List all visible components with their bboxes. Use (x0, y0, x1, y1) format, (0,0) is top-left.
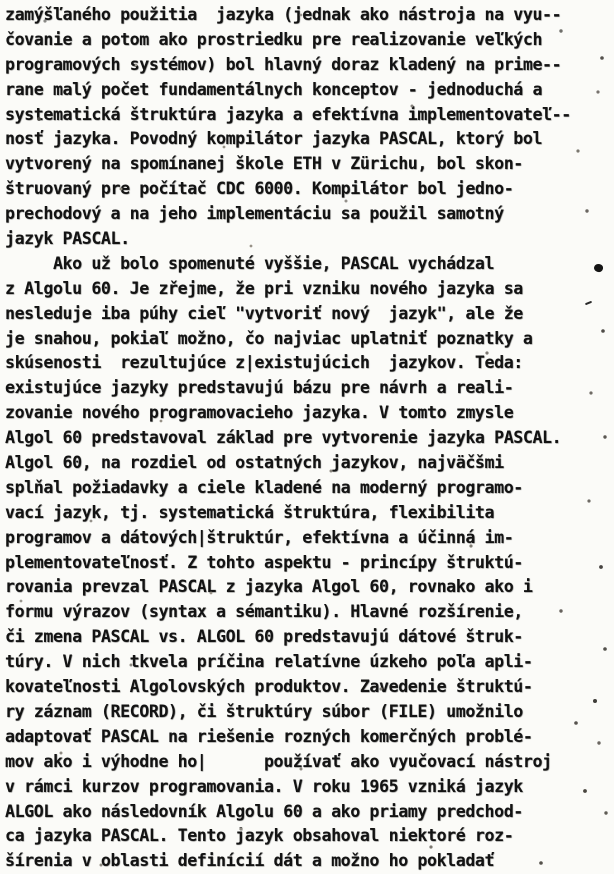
scan-noise (0, 0, 2, 2)
text-line: šírenia v oblasti definícií dát a možno ho pokladať (5, 851, 495, 871)
text-line: rane malý počet fundamentálnych konceptov - jednoduchá a (5, 79, 543, 99)
text-line: vací jazyk, tj. systematická štruktúra, flexibilita (5, 502, 495, 522)
text-line: mov ako i výhodne ho| používať ako vyučovací nástroj (5, 751, 552, 771)
text-line: ALGOL ako následovník Algolu 60 a ako priamy predchod- (5, 801, 523, 821)
text-line: ry záznam (RECORD), či štruktúry súbor (FILE) umožnilo (5, 701, 523, 721)
text-line: vytvorený na spomínanej škole ETH v Zürichu, bol skon- (5, 154, 523, 174)
text-line: je snahou, pokiaľ možno, čo najviac uplatniť poznatky a (5, 328, 533, 348)
text-line: zovanie nového programovacieho jazyka. V tomto zmysle (5, 403, 514, 423)
text-line: v rámci kurzov programovania. V roku 1965 vzniká jazyk (5, 776, 523, 796)
text-line: formu výrazov (syntax a sémantiku). Hlavné rozšírenie, (5, 602, 523, 622)
text-line: rovania prevzal PASCAL z jazyka Algol 60, rovnako ako i (5, 577, 533, 597)
text-line: čovanie a potom ako prostriedku pre realizovanie veľkých (5, 29, 543, 49)
text-line: Ako už bolo spomenuté vyššie, PASCAL vychádzal (5, 253, 495, 273)
text-line: nosť jazyka. Povodný kompilátor jazyka PASCAL, ktorý bol (5, 129, 543, 149)
text-line: jazyk PASCAL. (5, 229, 130, 249)
text-line: Algol 60, na rozdiel od ostatných jazykov, najväčšmi (5, 453, 504, 473)
text-line: štruovaný pre počítač CDC 6000. Kompilátor bol jedno- (5, 179, 514, 199)
text-line: plementovateľnosť. Z tohto aspektu - princípy štruktú- (5, 552, 523, 572)
text-line: Algol 60 predstavoval základ pre vytvorenie jazyka PASCAL. (5, 428, 562, 448)
text-line: adaptovať PASCAL na riešenie rozných komerčných problé- (5, 726, 533, 746)
text-line: ca jazyka PASCAL. Tento jazyk obsahoval niektoré roz- (5, 826, 514, 846)
text-line: zamýšľaného použitia jazyka (jednak ako nástroja na vyu-- (5, 5, 562, 24)
text-line: splňal požiadavky a ciele kladené na moderný programo- (5, 477, 523, 497)
text-line: existujúce jazyky predstavujú bázu pre návrh a reali- (5, 378, 514, 398)
text-line: prechodový a na jeho implementáciu sa použil samotný (5, 204, 504, 224)
text-line: túry. V nich tkvela príčina relatívne úzkeho poľa apli- (5, 652, 533, 672)
text-line: nesleduje iba púhy cieľ "vytvoriť nový jazyk", ale že (5, 303, 523, 323)
text-line: či zmena PASCAL vs. ALGOL 60 predstavujú dátové štruk- (5, 627, 523, 647)
text-line: kovateľnosti Algolovských produktov. Zavedenie štruktú- (5, 677, 533, 697)
text-line: skúsenosti rezultujúce z|existujúcich jazykov. Teda: (5, 353, 523, 373)
text-line: programových systémov) bol hlavný doraz kladený na prime-- (5, 54, 562, 74)
text-line: z Algolu 60. Je zřejme, že pri vzniku nového jazyka sa (5, 278, 523, 298)
text-line: programov a dátových|štruktúr, efektívna a účinná im- (5, 527, 514, 547)
text-line: systematická štruktúra jazyka a efektívna implementovateľ-- (5, 104, 571, 124)
text-block (5, 3, 611, 874)
